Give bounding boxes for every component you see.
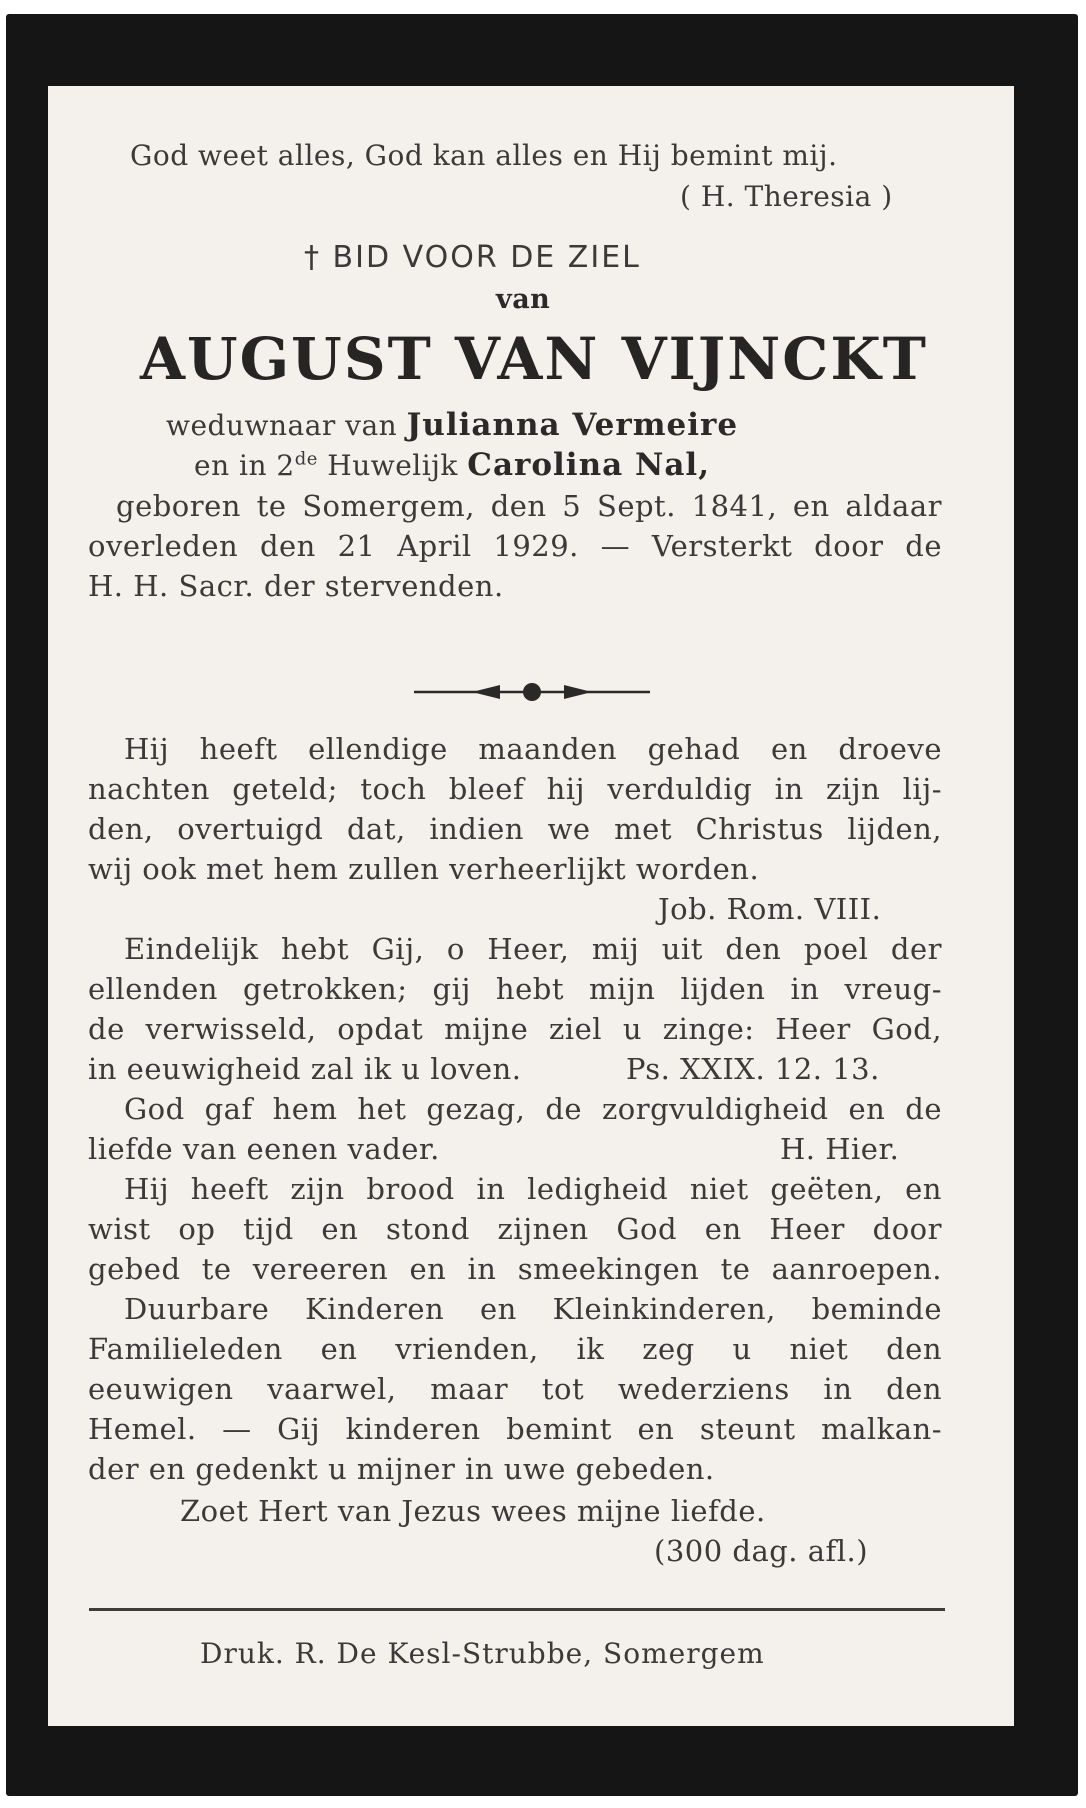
diamond-dot-ornament-icon <box>414 678 650 706</box>
deceased-name: AUGUST VAN VIJNCKT <box>140 325 928 393</box>
passage-3-line-1: God gaf hem het gezag, de zorgvuldigheid en de <box>124 1092 942 1126</box>
passage-5-line-1: Duurbare Kinderen en Kleinkinderen, beminde <box>124 1292 942 1326</box>
van-label: van <box>496 284 551 315</box>
memorial-card <box>6 14 1078 1796</box>
passage-5-line-3: eeuwigen vaarwel, maar tot wederziens in den <box>88 1372 942 1406</box>
passage-5-line-2: Familieleden en vrienden, ik zeg u niet den <box>88 1332 942 1366</box>
passage-2-line-1: Eindelijk hebt Gij, o Heer, mij uit den poel der <box>124 932 942 966</box>
passage-5-line-4: Hemel. — Gij kinderen bemint en steunt malkan- <box>88 1412 942 1446</box>
passage-2-line-4: in eeuwigheid zal ik u loven. <box>88 1052 522 1086</box>
footer-divider <box>89 1608 945 1611</box>
bio-line-3: H. H. Sacr. der stervenden. <box>88 569 504 603</box>
second-marriage-ordinal: de <box>294 448 318 470</box>
passage-1-line-2: nachten geteld; toch bleef hij verduldig in zijn lij- <box>88 772 942 806</box>
bio-line-2: overleden den 21 April 1929. — Versterkt door de <box>88 529 942 563</box>
widower-prefix: weduwnaar van <box>166 409 398 442</box>
passage-1-source: Job. Rom. VIII. <box>658 892 882 926</box>
second-spouse-name: Carolina Nal, <box>467 447 710 483</box>
passage-5-line-5: der en gedenkt u mijner in uwe gebeden. <box>88 1452 715 1486</box>
indulgence-note: (300 dag. afl.) <box>654 1534 869 1568</box>
passage-4-line-1: Hij heeft zijn brood in ledigheid niet geëten, en <box>124 1172 942 1206</box>
first-spouse-line <box>166 407 739 443</box>
passage-3-source: H. Hier. <box>780 1132 900 1166</box>
passage-1-line-1: Hij heeft ellendige maanden gehad en droeve <box>124 732 942 766</box>
passage-4-line-2: wist op tijd en stond zijnen God en Heer door <box>88 1212 942 1246</box>
passage-2-line-2: ellenden getrokken; gij hebt mijn lijden in vreug- <box>88 972 942 1006</box>
bio-line-1: geboren te Somergem, den 5 Sept. 1841, en aldaar <box>116 489 942 523</box>
second-spouse-line <box>194 447 710 483</box>
epigraph-attribution: ( H. Theresia ) <box>680 180 893 213</box>
passage-1-line-3: den, overtuigd dat, indien we met Christus lijden, <box>88 812 942 846</box>
second-marriage-label: Huwelijk <box>317 449 458 482</box>
passage-1-line-4: wij ook met hem zullen verheerlijkt worden. <box>88 852 760 886</box>
passage-3-line-2: liefde van eenen vader. <box>88 1132 440 1166</box>
first-spouse-name: Julianna Vermeire <box>406 407 739 443</box>
prayer-heading: † BID VOOR DE ZIEL <box>304 240 641 275</box>
card-paper <box>48 86 1014 1726</box>
printer-imprint: Druk. R. De Kesl-Strubbe, Somergem <box>200 1637 765 1670</box>
passage-2-source: Ps. XXIX. 12. 13. <box>626 1052 880 1086</box>
passage-2-line-3: de verwisseld, opdat mijne ziel u zinge: Heer God, <box>88 1012 942 1046</box>
second-marriage-prefix: en in 2 <box>194 449 295 482</box>
closing-prayer: Zoet Hert van Jezus wees mijne liefde. <box>180 1494 766 1528</box>
epigraph-quote: God weet alles, God kan alles en Hij bemint mij. <box>130 139 838 172</box>
passage-4-line-3: gebed te vereeren en in smeekingen te aanroepen. <box>88 1252 942 1286</box>
